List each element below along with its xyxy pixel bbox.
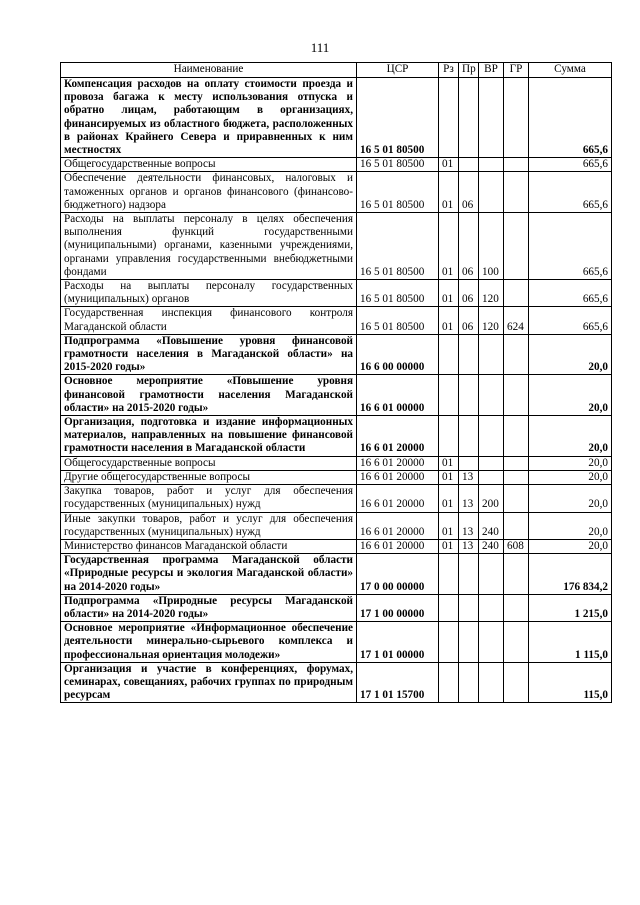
cell-sum: 115,0 [529, 662, 612, 703]
cell-pr [459, 375, 479, 416]
cell-sum: 665,6 [529, 280, 612, 307]
cell-sum: 20,0 [529, 539, 612, 553]
cell-sum: 20,0 [529, 512, 612, 539]
cell-gr [504, 158, 529, 172]
cell-pr [459, 554, 479, 595]
cell-rz [439, 622, 459, 663]
cell-name: Государственная программа Магаданской области «Природные ресурсы и экология Магаданской области» на 2014-2020 годы» [61, 554, 357, 595]
cell-vr: 240 [479, 512, 504, 539]
cell-gr [504, 280, 529, 307]
cell-name: Иные закупки товаров, работ и услуг для обеспечения государственных (муниципальных) нужд [61, 512, 357, 539]
cell-sum: 20,0 [529, 485, 612, 512]
table-row [61, 485, 612, 512]
page-number: 111 [310, 40, 330, 55]
cell-pr [459, 456, 479, 470]
cell-sum: 20,0 [529, 375, 612, 416]
table-row [61, 470, 612, 484]
cell-vr [479, 662, 504, 703]
cell-csr: 17 1 01 15700 [357, 662, 439, 703]
cell-vr [479, 78, 504, 158]
cell-pr [459, 158, 479, 172]
cell-csr: 16 6 01 20000 [357, 512, 439, 539]
cell-rz: 01 [439, 485, 459, 512]
cell-rz [439, 334, 459, 375]
cell-csr: 17 1 00 00000 [357, 594, 439, 621]
cell-vr: 120 [479, 307, 504, 334]
cell-pr: 13 [459, 485, 479, 512]
cell-pr: 06 [459, 307, 479, 334]
table-row [61, 307, 612, 334]
cell-csr: 16 5 01 80500 [357, 172, 439, 213]
cell-csr: 16 5 01 80500 [357, 213, 439, 280]
cell-rz [439, 375, 459, 416]
cell-sum: 665,6 [529, 213, 612, 280]
table-row [61, 554, 612, 595]
cell-name: Организация, подготовка и издание информационных материалов, направленных на повышение финансовой грамотности населения в Магаданской области [61, 416, 357, 457]
cell-name: Общегосударственные вопросы [61, 456, 357, 470]
cell-gr [504, 334, 529, 375]
cell-vr [479, 172, 504, 213]
table-row [61, 622, 612, 663]
cell-csr: 16 6 01 20000 [357, 539, 439, 553]
table-row [61, 172, 612, 213]
cell-csr: 16 5 01 80500 [357, 158, 439, 172]
cell-csr: 16 6 01 20000 [357, 470, 439, 484]
table-row [61, 512, 612, 539]
cell-pr: 13 [459, 539, 479, 553]
cell-rz [439, 662, 459, 703]
cell-name: Другие общегосударственные вопросы [61, 470, 357, 484]
cell-vr [479, 334, 504, 375]
table-body [61, 78, 612, 703]
cell-rz: 01 [439, 307, 459, 334]
cell-pr: 13 [459, 512, 479, 539]
cell-sum: 176 834,2 [529, 554, 612, 595]
table-row [61, 158, 612, 172]
cell-name: Подпрограмма «Природные ресурсы Магаданской области» на 2014-2020 годы» [61, 594, 357, 621]
budget-table [60, 62, 612, 703]
cell-sum: 20,0 [529, 470, 612, 484]
cell-pr: 06 [459, 280, 479, 307]
cell-gr [504, 594, 529, 621]
cell-rz: 01 [439, 456, 459, 470]
cell-rz: 01 [439, 470, 459, 484]
cell-rz: 01 [439, 539, 459, 553]
cell-gr [504, 172, 529, 213]
cell-gr [504, 554, 529, 595]
header-name: Наименование [61, 63, 357, 78]
header-vr: ВР [479, 63, 504, 78]
cell-pr [459, 334, 479, 375]
header-rz: Рз [439, 63, 459, 78]
cell-vr [479, 554, 504, 595]
cell-rz [439, 594, 459, 621]
table-row [61, 662, 612, 703]
cell-pr: 06 [459, 172, 479, 213]
cell-csr: 16 6 01 20000 [357, 485, 439, 512]
cell-name: Основное мероприятие «Информационное обеспечение деятельности минерально-сырьевого комплекса и профессиональная ориентация молодежи» [61, 622, 357, 663]
cell-sum: 665,6 [529, 78, 612, 158]
cell-vr [479, 416, 504, 457]
header-gr: ГР [504, 63, 529, 78]
cell-name: Государственная инспекция финансового контроля Магаданской области [61, 307, 357, 334]
cell-sum: 665,6 [529, 307, 612, 334]
cell-sum: 20,0 [529, 416, 612, 457]
cell-gr [504, 213, 529, 280]
cell-name: Закупка товаров, работ и услуг для обеспечения государственных (муниципальных) нужд [61, 485, 357, 512]
table-row [61, 539, 612, 553]
table-row [61, 213, 612, 280]
cell-name: Организация и участие в конференциях, форумах, семинарах, совещаниях, рабочих группах по природным ресурсам [61, 662, 357, 703]
cell-name: Расходы на выплаты персоналу в целях обеспечения выполнения функций государственными (муниципальными) органами, казенными учреждениями, органами управления государственными внебюджетными фондами [61, 213, 357, 280]
cell-sum: 665,6 [529, 172, 612, 213]
cell-gr [504, 512, 529, 539]
cell-pr [459, 622, 479, 663]
cell-rz [439, 554, 459, 595]
header-csr: ЦСР [357, 63, 439, 78]
cell-vr [479, 158, 504, 172]
table-header-row [61, 63, 612, 78]
cell-csr: 16 6 01 00000 [357, 375, 439, 416]
cell-csr: 16 5 01 80500 [357, 78, 439, 158]
cell-name: Расходы на выплаты персоналу государственных (муниципальных) органов [61, 280, 357, 307]
cell-gr [504, 662, 529, 703]
cell-vr [479, 622, 504, 663]
cell-name: Общегосударственные вопросы [61, 158, 357, 172]
cell-gr [504, 470, 529, 484]
cell-gr [504, 622, 529, 663]
cell-csr: 16 6 01 20000 [357, 416, 439, 457]
cell-gr [504, 375, 529, 416]
table-row [61, 456, 612, 470]
table-row [61, 416, 612, 457]
cell-csr: 16 6 00 00000 [357, 334, 439, 375]
cell-name: Обеспечение деятельности финансовых, налоговых и таможенных органов и органов финансового (финансово-бюджетного) надзора [61, 172, 357, 213]
cell-pr [459, 416, 479, 457]
cell-name: Компенсация расходов на оплату стоимости проезда и провоза багажа к месту использования отпуска и обратно лицам, работающим в организациях, финансируемых из областного бюджета, расположенных в районах Крайнего Севера и приравненных к ним местностях [61, 78, 357, 158]
cell-gr: 608 [504, 539, 529, 553]
cell-vr [479, 456, 504, 470]
cell-pr [459, 78, 479, 158]
table-row [61, 280, 612, 307]
cell-sum: 20,0 [529, 334, 612, 375]
cell-gr [504, 456, 529, 470]
cell-sum: 20,0 [529, 456, 612, 470]
cell-rz: 01 [439, 280, 459, 307]
cell-gr [504, 485, 529, 512]
cell-vr [479, 375, 504, 416]
cell-vr: 100 [479, 213, 504, 280]
header-sum: Сумма [529, 63, 612, 78]
cell-vr: 120 [479, 280, 504, 307]
cell-rz: 01 [439, 512, 459, 539]
cell-pr [459, 594, 479, 621]
cell-csr: 16 5 01 80500 [357, 307, 439, 334]
cell-vr [479, 594, 504, 621]
table-row [61, 594, 612, 621]
header-pr: Пр [459, 63, 479, 78]
cell-rz: 01 [439, 158, 459, 172]
cell-rz: 01 [439, 172, 459, 213]
cell-sum: 1 115,0 [529, 622, 612, 663]
cell-vr: 240 [479, 539, 504, 553]
cell-sum: 1 215,0 [529, 594, 612, 621]
table-row [61, 334, 612, 375]
cell-pr: 13 [459, 470, 479, 484]
cell-gr [504, 416, 529, 457]
cell-rz [439, 416, 459, 457]
cell-name: Министерство финансов Магаданской области [61, 539, 357, 553]
cell-csr: 17 1 01 00000 [357, 622, 439, 663]
cell-vr: 200 [479, 485, 504, 512]
table-row [61, 78, 612, 158]
cell-rz [439, 78, 459, 158]
cell-rz: 01 [439, 213, 459, 280]
cell-gr [504, 78, 529, 158]
table-row [61, 375, 612, 416]
cell-csr: 16 5 01 80500 [357, 280, 439, 307]
cell-sum: 665,6 [529, 158, 612, 172]
cell-csr: 17 0 00 00000 [357, 554, 439, 595]
cell-csr: 16 6 01 20000 [357, 456, 439, 470]
cell-gr: 624 [504, 307, 529, 334]
cell-vr [479, 470, 504, 484]
cell-pr [459, 662, 479, 703]
cell-name: Основное мероприятие «Повышение уровня финансовой грамотности населения Магаданской области» на 2015-2020 годы» [61, 375, 357, 416]
cell-pr: 06 [459, 213, 479, 280]
cell-name: Подпрограмма «Повышение уровня финансовой грамотности населения в Магаданской области» на 2015-2020 годы» [61, 334, 357, 375]
